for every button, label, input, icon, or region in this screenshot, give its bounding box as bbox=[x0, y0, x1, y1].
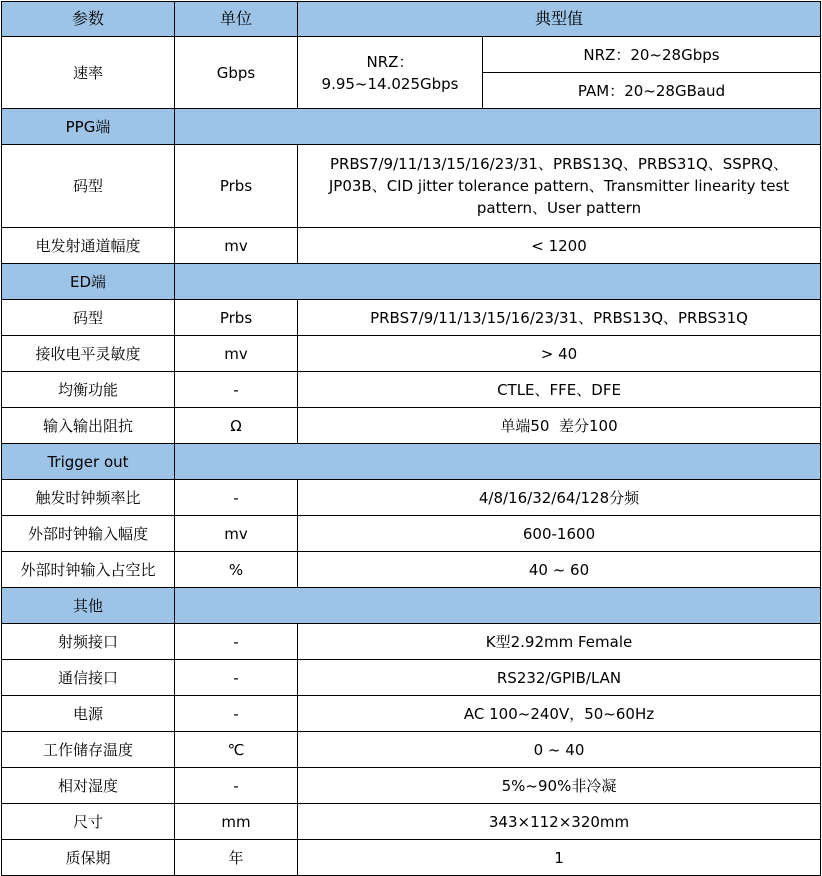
table-row-rate bbox=[2, 37, 821, 73]
row-unit: mv bbox=[175, 336, 298, 372]
row-value: 单端50 差分100 bbox=[298, 408, 821, 444]
table-row bbox=[2, 768, 821, 804]
section-ppg-fill bbox=[175, 109, 821, 145]
row-param: 射频接口 bbox=[2, 624, 175, 660]
row-unit: - bbox=[175, 372, 298, 408]
row-unit: 年 bbox=[175, 840, 298, 876]
row-param: 输入输出阻抗 bbox=[2, 408, 175, 444]
rate-nrz-left: NRZ： 9.95~14.025Gbps bbox=[298, 37, 483, 109]
row-param: 接收电平灵敏度 bbox=[2, 336, 175, 372]
row-value: 5%~90%非冷凝 bbox=[298, 768, 821, 804]
section-ed-fill bbox=[175, 264, 821, 300]
row-value: CTLE、FFE、DFE bbox=[298, 372, 821, 408]
section-other-fill bbox=[175, 588, 821, 624]
rate-nrz-right: NRZ：20~28Gbps bbox=[483, 37, 821, 73]
row-unit: Prbs bbox=[175, 145, 298, 228]
row-param: 相对湿度 bbox=[2, 768, 175, 804]
section-ed-label: ED端 bbox=[2, 264, 175, 300]
row-value: 600-1600 bbox=[298, 516, 821, 552]
table-row bbox=[2, 300, 821, 336]
row-value: 4/8/16/32/64/128分频 bbox=[298, 480, 821, 516]
table-row bbox=[2, 624, 821, 660]
table-row bbox=[2, 480, 821, 516]
row-value: > 40 bbox=[298, 336, 821, 372]
row-value: PRBS7/9/11/13/15/16/23/31、PRBS13Q、PRBS31Q bbox=[298, 300, 821, 336]
row-unit: mv bbox=[175, 516, 298, 552]
table-row bbox=[2, 696, 821, 732]
section-trigger-label: Trigger out bbox=[2, 444, 175, 480]
section-other-label: 其他 bbox=[2, 588, 175, 624]
row-param: 通信接口 bbox=[2, 660, 175, 696]
table-row bbox=[2, 145, 821, 228]
table-row bbox=[2, 372, 821, 408]
row-value: < 1200 bbox=[298, 228, 821, 264]
rate-param: 速率 bbox=[2, 37, 175, 109]
row-param: 触发时钟频率比 bbox=[2, 480, 175, 516]
row-param: 均衡功能 bbox=[2, 372, 175, 408]
row-value: K型2.92mm Female bbox=[298, 624, 821, 660]
row-value: 343×112×320mm bbox=[298, 804, 821, 840]
row-value: 1 bbox=[298, 840, 821, 876]
table-row bbox=[2, 804, 821, 840]
row-param: 外部时钟输入幅度 bbox=[2, 516, 175, 552]
row-value: PRBS7/9/11/13/15/16/23/31、PRBS13Q、PRBS31Q、SSPRQ、JP03B、CID jitter tolerance pattern、Transmitter linearity test pattern、User pattern bbox=[298, 145, 821, 228]
table-row bbox=[2, 660, 821, 696]
table-row bbox=[2, 552, 821, 588]
header-param: 参数 bbox=[2, 2, 175, 37]
row-unit: - bbox=[175, 480, 298, 516]
header-value: 典型值 bbox=[298, 2, 821, 37]
section-row-ed bbox=[2, 264, 821, 300]
row-unit: - bbox=[175, 660, 298, 696]
row-param: 外部时钟输入占空比 bbox=[2, 552, 175, 588]
row-value: 40 ~ 60 bbox=[298, 552, 821, 588]
table-row bbox=[2, 336, 821, 372]
row-unit: - bbox=[175, 624, 298, 660]
spec-table bbox=[1, 1, 821, 876]
row-unit: Prbs bbox=[175, 300, 298, 336]
table-row bbox=[2, 840, 821, 876]
section-row-ppg bbox=[2, 109, 821, 145]
row-unit: % bbox=[175, 552, 298, 588]
row-value: 0 ~ 40 bbox=[298, 732, 821, 768]
row-param: 电发射通道幅度 bbox=[2, 228, 175, 264]
row-param: 工作储存温度 bbox=[2, 732, 175, 768]
row-param: 码型 bbox=[2, 300, 175, 336]
section-row-other bbox=[2, 588, 821, 624]
row-unit: ℃ bbox=[175, 732, 298, 768]
row-param: 尺寸 bbox=[2, 804, 175, 840]
section-row-trigger bbox=[2, 444, 821, 480]
table-row bbox=[2, 516, 821, 552]
row-unit: mv bbox=[175, 228, 298, 264]
table-row bbox=[2, 228, 821, 264]
row-param: 电源 bbox=[2, 696, 175, 732]
rate-pam-right: PAM：20~28GBaud bbox=[483, 73, 821, 109]
rate-unit: Gbps bbox=[175, 37, 298, 109]
row-unit: - bbox=[175, 768, 298, 804]
row-unit: mm bbox=[175, 804, 298, 840]
row-value: RS232/GPIB/LAN bbox=[298, 660, 821, 696]
section-trigger-fill bbox=[175, 444, 821, 480]
row-value: AC 100~240V，50~60Hz bbox=[298, 696, 821, 732]
section-ppg-label: PPG端 bbox=[2, 109, 175, 145]
row-unit: Ω bbox=[175, 408, 298, 444]
table-row bbox=[2, 408, 821, 444]
row-unit: - bbox=[175, 696, 298, 732]
table-row bbox=[2, 732, 821, 768]
row-param: 质保期 bbox=[2, 840, 175, 876]
table-header-row bbox=[2, 2, 821, 37]
header-unit: 单位 bbox=[175, 2, 298, 37]
row-param: 码型 bbox=[2, 145, 175, 228]
